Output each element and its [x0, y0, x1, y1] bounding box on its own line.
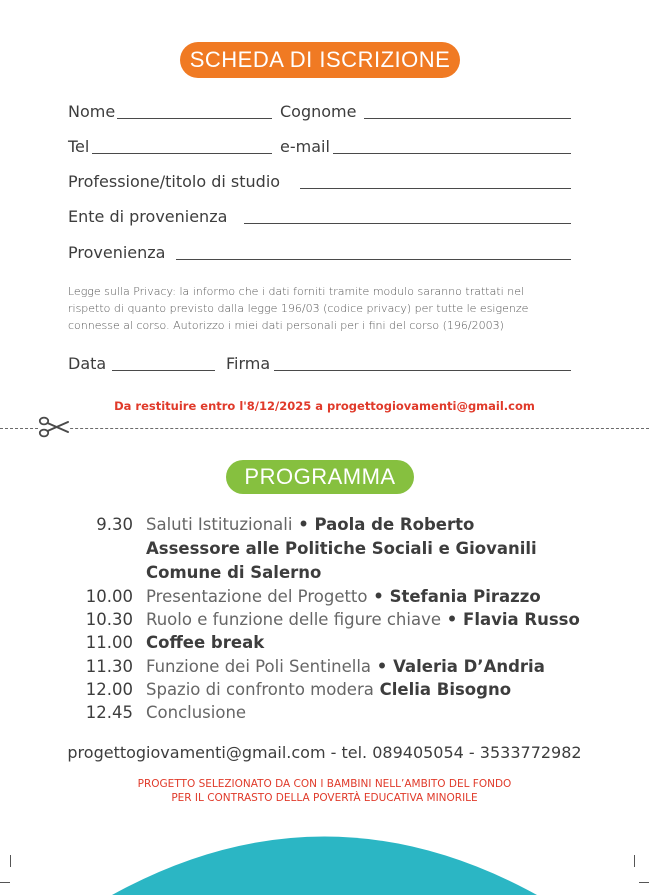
program-description [146, 515, 474, 534]
tel-label: Tel [68, 137, 90, 156]
program-time: 12.00 [85, 680, 133, 699]
return-note: Da restituire entro l'8/12/2025 a progettogiovamenti@gmail.com [114, 399, 535, 413]
professione-field[interactable] [300, 188, 571, 189]
program-time: 12.45 [85, 703, 133, 722]
program-time: 9.30 [96, 515, 133, 534]
program-time: 11.30 [85, 657, 133, 676]
crop-mark [634, 855, 635, 867]
program-activity: Funzione dei Poli Sentinella [146, 657, 372, 676]
program-time: 10.00 [85, 587, 133, 606]
ente-field[interactable] [244, 223, 571, 224]
program-description [146, 610, 580, 629]
data-label: Data [68, 354, 107, 373]
program-separator-dot: • [371, 657, 394, 676]
tel-field[interactable] [92, 153, 272, 154]
program-description [146, 680, 511, 699]
program-separator-dot: • [292, 515, 315, 534]
form-title: SCHEDA DI ISCRIZIONE [180, 42, 460, 78]
nome-label: Nome [68, 102, 116, 121]
firma-field[interactable] [274, 370, 571, 371]
program-speaker: Comune di Salerno [146, 563, 322, 582]
nome-field[interactable] [117, 118, 272, 119]
program-description [146, 563, 321, 582]
cut-line [0, 428, 649, 429]
program-speaker: Flavia Russo [463, 610, 580, 629]
program-speaker: Clelia Bisogno [379, 680, 512, 699]
program-activity: Conclusione [146, 703, 247, 722]
privacy-notice [68, 283, 578, 334]
provenienza-field[interactable] [176, 259, 571, 260]
program-separator-dot: • [441, 610, 464, 629]
program-description [146, 633, 264, 652]
program-speaker: Coffee break [146, 633, 265, 652]
program-time: 10.30 [85, 610, 133, 629]
email-label: e-mail [280, 137, 330, 156]
footer-note [0, 777, 649, 805]
program-speaker: Paola de Roberto [314, 515, 475, 534]
teal-arc-decoration [112, 818, 537, 895]
crop-mark [639, 882, 649, 883]
program-activity: Ruolo e funzione delle figure chiave [146, 610, 441, 629]
program-activity: Spazio di confronto modera [146, 680, 374, 699]
scissors-icon [38, 413, 70, 441]
ente-label: Ente di provenienza [68, 207, 228, 226]
cognome-field[interactable] [364, 118, 571, 119]
program-separator-dot: • [367, 587, 390, 606]
program-speaker: Stefania Pirazzo [389, 587, 541, 606]
program-speaker: Assessore alle Politiche Sociali e Giovanili [146, 539, 537, 558]
program-description [146, 587, 541, 606]
program-activity: Saluti Istituzionali [146, 515, 293, 534]
crop-mark [10, 855, 11, 867]
contacts: progettogiovamenti@gmail.com - tel. 089405054 - 3533772982 [67, 743, 582, 762]
footer-line: PER IL CONTRASTO DELLA POVERTÀ EDUCATIVA MINORILE [171, 792, 478, 804]
program-time: 11.00 [85, 633, 133, 652]
program-description [146, 703, 246, 722]
privacy-line: rispetto di quanto previsto dalla legge 196/03 (codice privacy) per tutte le esigenze [68, 302, 529, 315]
program-description [146, 657, 545, 676]
crop-mark [0, 882, 10, 883]
firma-label: Firma [226, 354, 271, 373]
program-speaker: Valeria D’Andria [393, 657, 545, 676]
professione-label: Professione/titolo di studio [68, 172, 281, 191]
program-title: PROGRAMMA [226, 460, 414, 494]
program-activity: Presentazione del Progetto [146, 587, 368, 606]
data-field[interactable] [112, 370, 215, 371]
cognome-label: Cognome [280, 102, 357, 121]
program-description [146, 539, 537, 558]
provenienza-label: Provenienza [68, 243, 166, 262]
footer-line: PROGETTO SELEZIONATO DA CON I BAMBINI NELL’AMBITO DEL FONDO [137, 778, 512, 790]
privacy-line: connesse al corso. Autorizzo i miei dati personali per i fini del corso (196/2003) [68, 319, 504, 332]
email-field[interactable] [333, 153, 571, 154]
privacy-line: Legge sulla Privacy: la informo che i dati forniti tramite modulo saranno trattati nel [68, 285, 525, 298]
